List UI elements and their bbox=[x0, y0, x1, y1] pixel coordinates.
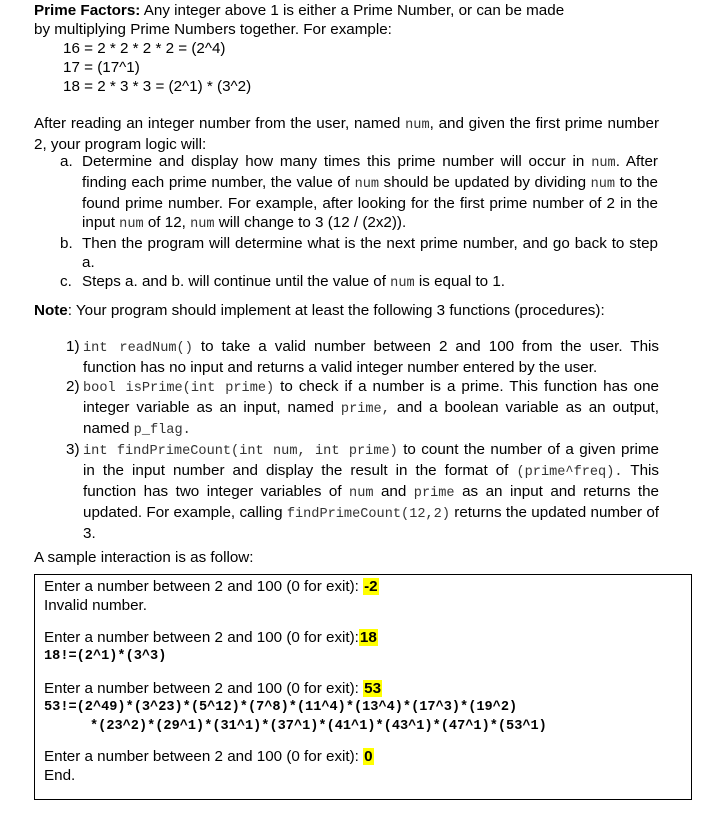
code: num bbox=[190, 217, 215, 232]
prompt-text: Enter a number between 2 and 100 (0 for exit): bbox=[44, 748, 364, 765]
code: (prime^freq). bbox=[516, 465, 623, 480]
function-signature: int findPrimeCount(int num, int prime) bbox=[83, 444, 398, 459]
prime-factors-heading: Prime Factors: bbox=[34, 2, 141, 19]
text: and a boolean variable as an output, named bbox=[83, 399, 659, 437]
steps-list bbox=[60, 152, 658, 293]
output-line: End. bbox=[44, 767, 76, 784]
code: p_flag. bbox=[133, 423, 191, 438]
text: , and given the first prime number 2, your program logic will: bbox=[34, 115, 659, 153]
function-item-readnum bbox=[66, 337, 659, 377]
intro-paragraph bbox=[34, 1, 659, 39]
user-input: 0 bbox=[364, 748, 373, 765]
code: num bbox=[354, 177, 380, 192]
user-input: 53 bbox=[364, 680, 382, 697]
prompt-text: Enter a number between 2 and 100 (0 for exit): bbox=[44, 680, 364, 697]
sample-interaction-box bbox=[34, 574, 692, 800]
prompt-line bbox=[44, 747, 374, 766]
code: num bbox=[591, 156, 616, 171]
code: num bbox=[405, 118, 430, 133]
text: Determine and display how many times this prime number will occur in bbox=[82, 153, 592, 170]
text: Steps a. and b. will continue until the value of bbox=[82, 273, 391, 290]
step-label: a. bbox=[60, 153, 73, 170]
step-label: b. bbox=[60, 235, 73, 252]
session-block bbox=[44, 747, 374, 785]
code: prime, bbox=[340, 402, 390, 417]
logic-paragraph bbox=[34, 114, 659, 154]
session-block bbox=[44, 628, 378, 666]
output-line: *(23^2)*(29^1)*(31^1)*(37^1)*(41^1)*(43^1)*(47^1)*(53^1) bbox=[90, 719, 547, 734]
prompt-text: Enter a number between 2 and 100 (0 for exit): bbox=[44, 629, 359, 646]
intro-text: Any integer above 1 is either a Prime Number, or can be made bbox=[140, 2, 565, 19]
text: to count the number of a given prime in the input number and display the result in the format of bbox=[83, 441, 659, 479]
session-block bbox=[44, 679, 547, 736]
code: num bbox=[590, 177, 616, 192]
example-line: 16 = 2 * 2 * 2 * 2 = (2^4) bbox=[63, 40, 226, 57]
step-label: c. bbox=[60, 273, 72, 290]
text: and bbox=[373, 483, 414, 500]
text: After reading an integer number from the user, named bbox=[34, 115, 406, 132]
prompt-line bbox=[44, 577, 379, 596]
output-line: 18!=(2^1)*(3^3) bbox=[44, 649, 167, 664]
text: is equal to 1. bbox=[414, 273, 505, 290]
functions-list bbox=[66, 337, 659, 543]
user-input: 18 bbox=[359, 629, 377, 646]
examples-list bbox=[63, 39, 251, 97]
note-label: Note bbox=[34, 302, 68, 319]
text: will change to 3 (12 / (2x2)). bbox=[214, 214, 407, 231]
function-signature: bool isPrime(int prime) bbox=[83, 381, 275, 396]
note-paragraph bbox=[34, 301, 659, 320]
sample-label: A sample interaction is as follow: bbox=[34, 549, 254, 566]
text: to the found prime number. For example, after looking for the first prime number of 2 in the input bbox=[82, 174, 658, 231]
text: : Your program should implement at least the following 3 functions (procedures): bbox=[67, 302, 605, 319]
prompt-line bbox=[44, 679, 547, 698]
step-c bbox=[60, 272, 658, 293]
text: to check if a number is a prime. This function has one integer variable as an input, named bbox=[83, 378, 659, 416]
text: This function has two integer variables of bbox=[83, 462, 659, 500]
function-item-findprimecount bbox=[66, 440, 659, 543]
text: as an input and returns the updated. For example, calling bbox=[83, 483, 660, 521]
step-b bbox=[60, 234, 658, 272]
text: should be updated by dividing bbox=[379, 174, 591, 191]
user-input: -2 bbox=[364, 578, 378, 595]
output-line: Invalid number. bbox=[44, 597, 147, 614]
text: to take a valid number between 2 and 100 from the user. This function has no input and returns a valid integer number entered by the user. bbox=[83, 338, 659, 376]
text: Then the program will determine what is the next prime number, and go back to step a. bbox=[82, 235, 658, 271]
example-line: 17 = (17^1) bbox=[63, 59, 140, 77]
text: . After finding each prime number, the value of bbox=[82, 153, 658, 191]
output-line: 53!=(2^49)*(3^23)*(5^12)*(7^8)*(11^4)*(13^4)*(17^3)*(19^2) bbox=[44, 700, 518, 715]
function-number: 1) bbox=[66, 338, 80, 355]
prompt-line bbox=[44, 628, 378, 647]
step-a bbox=[60, 152, 658, 234]
example-line: 18 = 2 * 3 * 3 = (2^1) * (3^2) bbox=[63, 78, 252, 96]
function-item-isprime bbox=[66, 377, 659, 440]
session-block bbox=[44, 577, 379, 615]
text: of 12, bbox=[143, 214, 191, 231]
code: findPrimeCount(12,2) bbox=[286, 507, 450, 522]
code: num bbox=[119, 217, 144, 232]
function-number: 3) bbox=[66, 441, 80, 458]
intro-text-line2: by multiplying Prime Numbers together. For example: bbox=[34, 21, 392, 38]
code: prime bbox=[413, 486, 455, 501]
prompt-text: Enter a number between 2 and 100 (0 for exit): bbox=[44, 578, 364, 595]
code: num bbox=[390, 276, 415, 291]
text: returns the updated number of 3. bbox=[83, 504, 659, 542]
function-signature: int readNum() bbox=[83, 341, 193, 356]
code: num bbox=[349, 486, 374, 501]
function-number: 2) bbox=[66, 378, 80, 395]
